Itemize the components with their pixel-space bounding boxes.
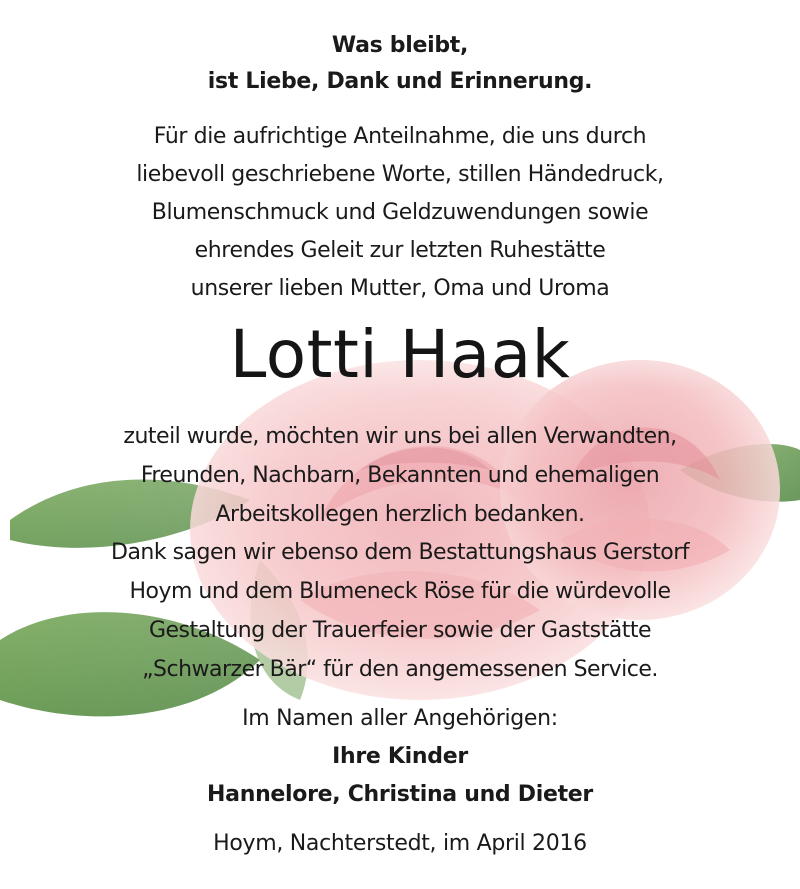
text-line: unserer lieben Mutter, Oma und Uroma <box>190 276 610 301</box>
signature-group: Ihre Kinder <box>332 744 468 769</box>
text-line: Hoym und dem Blumeneck Röse für die würdevolle <box>129 579 671 605</box>
text-line: Blumenschmuck und Geldzuwendungen sowie <box>151 200 649 225</box>
motto-line: ist Liebe, Dank und Erinnerung. <box>207 69 593 94</box>
text-line: Für die aufrichtige Anteilnahme, die uns durch <box>153 124 647 149</box>
text-line: liebevoll geschriebene Worte, stillen Händedruck, <box>136 162 664 187</box>
deceased-name: Lotti Haak <box>229 316 571 393</box>
signature-block <box>0 700 800 814</box>
text-line: zuteil wurde, möchten wir uns bei allen Verwandten, <box>123 424 677 449</box>
text-line: Dank sagen wir ebenso dem Bestattungshaus Gerstorf <box>111 540 689 566</box>
signature-names: Hannelore, Christina und Dieter <box>207 782 593 807</box>
body-paragraph <box>0 418 800 690</box>
text-line: Freunden, Nachbarn, Bekannten und ehemaligen <box>140 462 660 488</box>
motto-line: Was bleibt, <box>331 33 469 58</box>
place-date: Hoym, Nachterstedt, im April 2016 <box>213 831 587 856</box>
text-line: ehrendes Geleit zur letzten Ruhestätte <box>194 238 606 263</box>
text-line: Gestaltung der Trauerfeier sowie der Gaststätte <box>148 617 652 643</box>
text-line: „Schwarzer Bär“ für den angemessenen Service. <box>142 656 658 682</box>
signature-intro: Im Namen aller Angehörigen: <box>242 706 558 731</box>
motto-heading <box>0 28 800 100</box>
text-line: Arbeitskollegen herzlich bedanken. <box>215 501 585 527</box>
intro-paragraph <box>0 118 800 308</box>
